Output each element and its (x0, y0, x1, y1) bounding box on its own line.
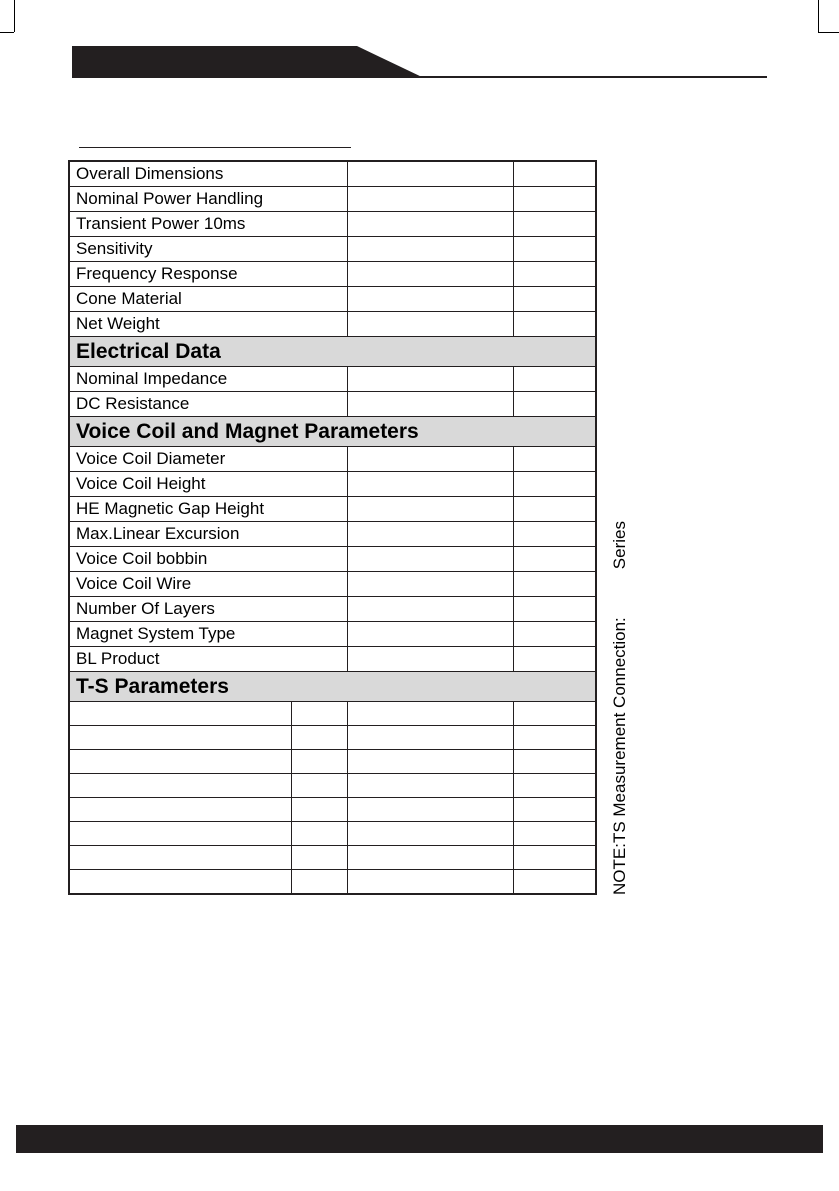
spec-value (347, 262, 513, 287)
spec-label: Voice Coil bobbin (69, 547, 347, 572)
spec-value (347, 447, 513, 472)
spec-unit (513, 367, 596, 392)
table-row (69, 287, 596, 312)
ts-cell (513, 798, 596, 822)
ts-cell (347, 702, 513, 726)
section-heading-ts: T-S Parameters (69, 672, 596, 702)
ts-cell (69, 702, 291, 726)
spec-label: Frequency Response (69, 262, 347, 287)
ts-cell (347, 870, 513, 895)
spec-value (347, 212, 513, 237)
spec-label: Max.Linear Excursion (69, 522, 347, 547)
ts-row (69, 750, 596, 774)
crop-mark (818, 0, 819, 32)
ts-cell (347, 822, 513, 846)
ts-cell (347, 726, 513, 750)
spec-unit (513, 497, 596, 522)
spec-value (347, 287, 513, 312)
spec-value (347, 647, 513, 672)
table-row (69, 212, 596, 237)
spec-label: Magnet System Type (69, 622, 347, 647)
spec-label: Nominal Power Handling (69, 187, 347, 212)
ts-row (69, 726, 596, 750)
spec-value (347, 472, 513, 497)
ts-cell (69, 774, 291, 798)
ts-cell (69, 750, 291, 774)
section-header-row (69, 337, 596, 367)
ts-cell (69, 798, 291, 822)
spec-label: Number Of Layers (69, 597, 347, 622)
crop-mark (0, 32, 14, 33)
spec-unit (513, 262, 596, 287)
header-rule (72, 76, 767, 78)
spec-value (347, 622, 513, 647)
ts-cell (513, 750, 596, 774)
spec-unit (513, 647, 596, 672)
ts-row (69, 870, 596, 895)
spec-unit (513, 472, 596, 497)
ts-cell (69, 870, 291, 895)
spec-label: Transient Power 10ms (69, 212, 347, 237)
note-value: Series (610, 521, 629, 570)
spec-unit (513, 287, 596, 312)
table-row (69, 367, 596, 392)
spec-unit (513, 522, 596, 547)
section-heading-electrical: Electrical Data (69, 337, 596, 367)
ts-row (69, 846, 596, 870)
spec-value (347, 547, 513, 572)
ts-cell (291, 798, 347, 822)
ts-cell (69, 822, 291, 846)
ts-row (69, 702, 596, 726)
spec-unit (513, 237, 596, 262)
table-row (69, 597, 596, 622)
table-row (69, 392, 596, 417)
spec-label: Overall Dimensions (69, 161, 347, 187)
ts-cell (291, 822, 347, 846)
spec-unit (513, 161, 596, 187)
table-row (69, 547, 596, 572)
spec-label: BL Product (69, 647, 347, 672)
table-row (69, 622, 596, 647)
table-row (69, 262, 596, 287)
ts-row (69, 798, 596, 822)
crop-mark (14, 0, 15, 32)
spec-unit (513, 392, 596, 417)
spec-value (347, 237, 513, 262)
spec-label: Cone Material (69, 287, 347, 312)
table-row (69, 472, 596, 497)
table-row (69, 161, 596, 187)
spec-label: Voice Coil Height (69, 472, 347, 497)
ts-cell (347, 774, 513, 798)
ts-row (69, 822, 596, 846)
spec-label: Sensitivity (69, 237, 347, 262)
ts-cell (347, 846, 513, 870)
header-tab (72, 46, 424, 78)
ts-cell (291, 750, 347, 774)
spec-unit (513, 547, 596, 572)
spec-label: Voice Coil Wire (69, 572, 347, 597)
spec-label: Net Weight (69, 312, 347, 337)
section-header-row (69, 417, 596, 447)
table-row (69, 312, 596, 337)
spec-unit (513, 312, 596, 337)
spec-unit (513, 622, 596, 647)
ts-cell (513, 726, 596, 750)
table-row (69, 522, 596, 547)
ts-cell (347, 750, 513, 774)
spec-label: HE Magnetic Gap Height (69, 497, 347, 522)
spec-value (347, 312, 513, 337)
spec-value (347, 392, 513, 417)
ts-row (69, 774, 596, 798)
table-row (69, 447, 596, 472)
spec-label: Voice Coil Diameter (69, 447, 347, 472)
spec-unit (513, 187, 596, 212)
ts-cell (513, 870, 596, 895)
section-header-row (69, 672, 596, 702)
footer-bar (16, 1125, 823, 1153)
ts-cell (513, 846, 596, 870)
ts-cell (513, 822, 596, 846)
table-row (69, 497, 596, 522)
spec-label: Nominal Impedance (69, 367, 347, 392)
ts-cell (347, 798, 513, 822)
ts-cell (291, 702, 347, 726)
spec-value (347, 497, 513, 522)
ts-cell (291, 870, 347, 895)
spec-value (347, 187, 513, 212)
ts-note (610, 521, 630, 895)
spec-value (347, 522, 513, 547)
crop-mark (818, 32, 839, 33)
note-label: NOTE:TS Measurement Connection: (610, 617, 629, 895)
ts-cell (291, 774, 347, 798)
section-heading-voice-coil: Voice Coil and Magnet Parameters (69, 417, 596, 447)
table-row (69, 187, 596, 212)
title-underline (79, 147, 351, 148)
ts-cell (291, 846, 347, 870)
table-row (69, 572, 596, 597)
ts-cell (513, 702, 596, 726)
ts-cell (291, 726, 347, 750)
ts-cell (69, 846, 291, 870)
spec-table (68, 160, 597, 895)
spec-unit (513, 212, 596, 237)
ts-cell (513, 774, 596, 798)
spec-unit (513, 447, 596, 472)
spec-unit (513, 597, 596, 622)
table-row (69, 647, 596, 672)
spec-label: DC Resistance (69, 392, 347, 417)
spec-value (347, 572, 513, 597)
spec-unit (513, 572, 596, 597)
spec-value (347, 367, 513, 392)
ts-cell (69, 726, 291, 750)
spec-value (347, 161, 513, 187)
spec-value (347, 597, 513, 622)
table-row (69, 237, 596, 262)
